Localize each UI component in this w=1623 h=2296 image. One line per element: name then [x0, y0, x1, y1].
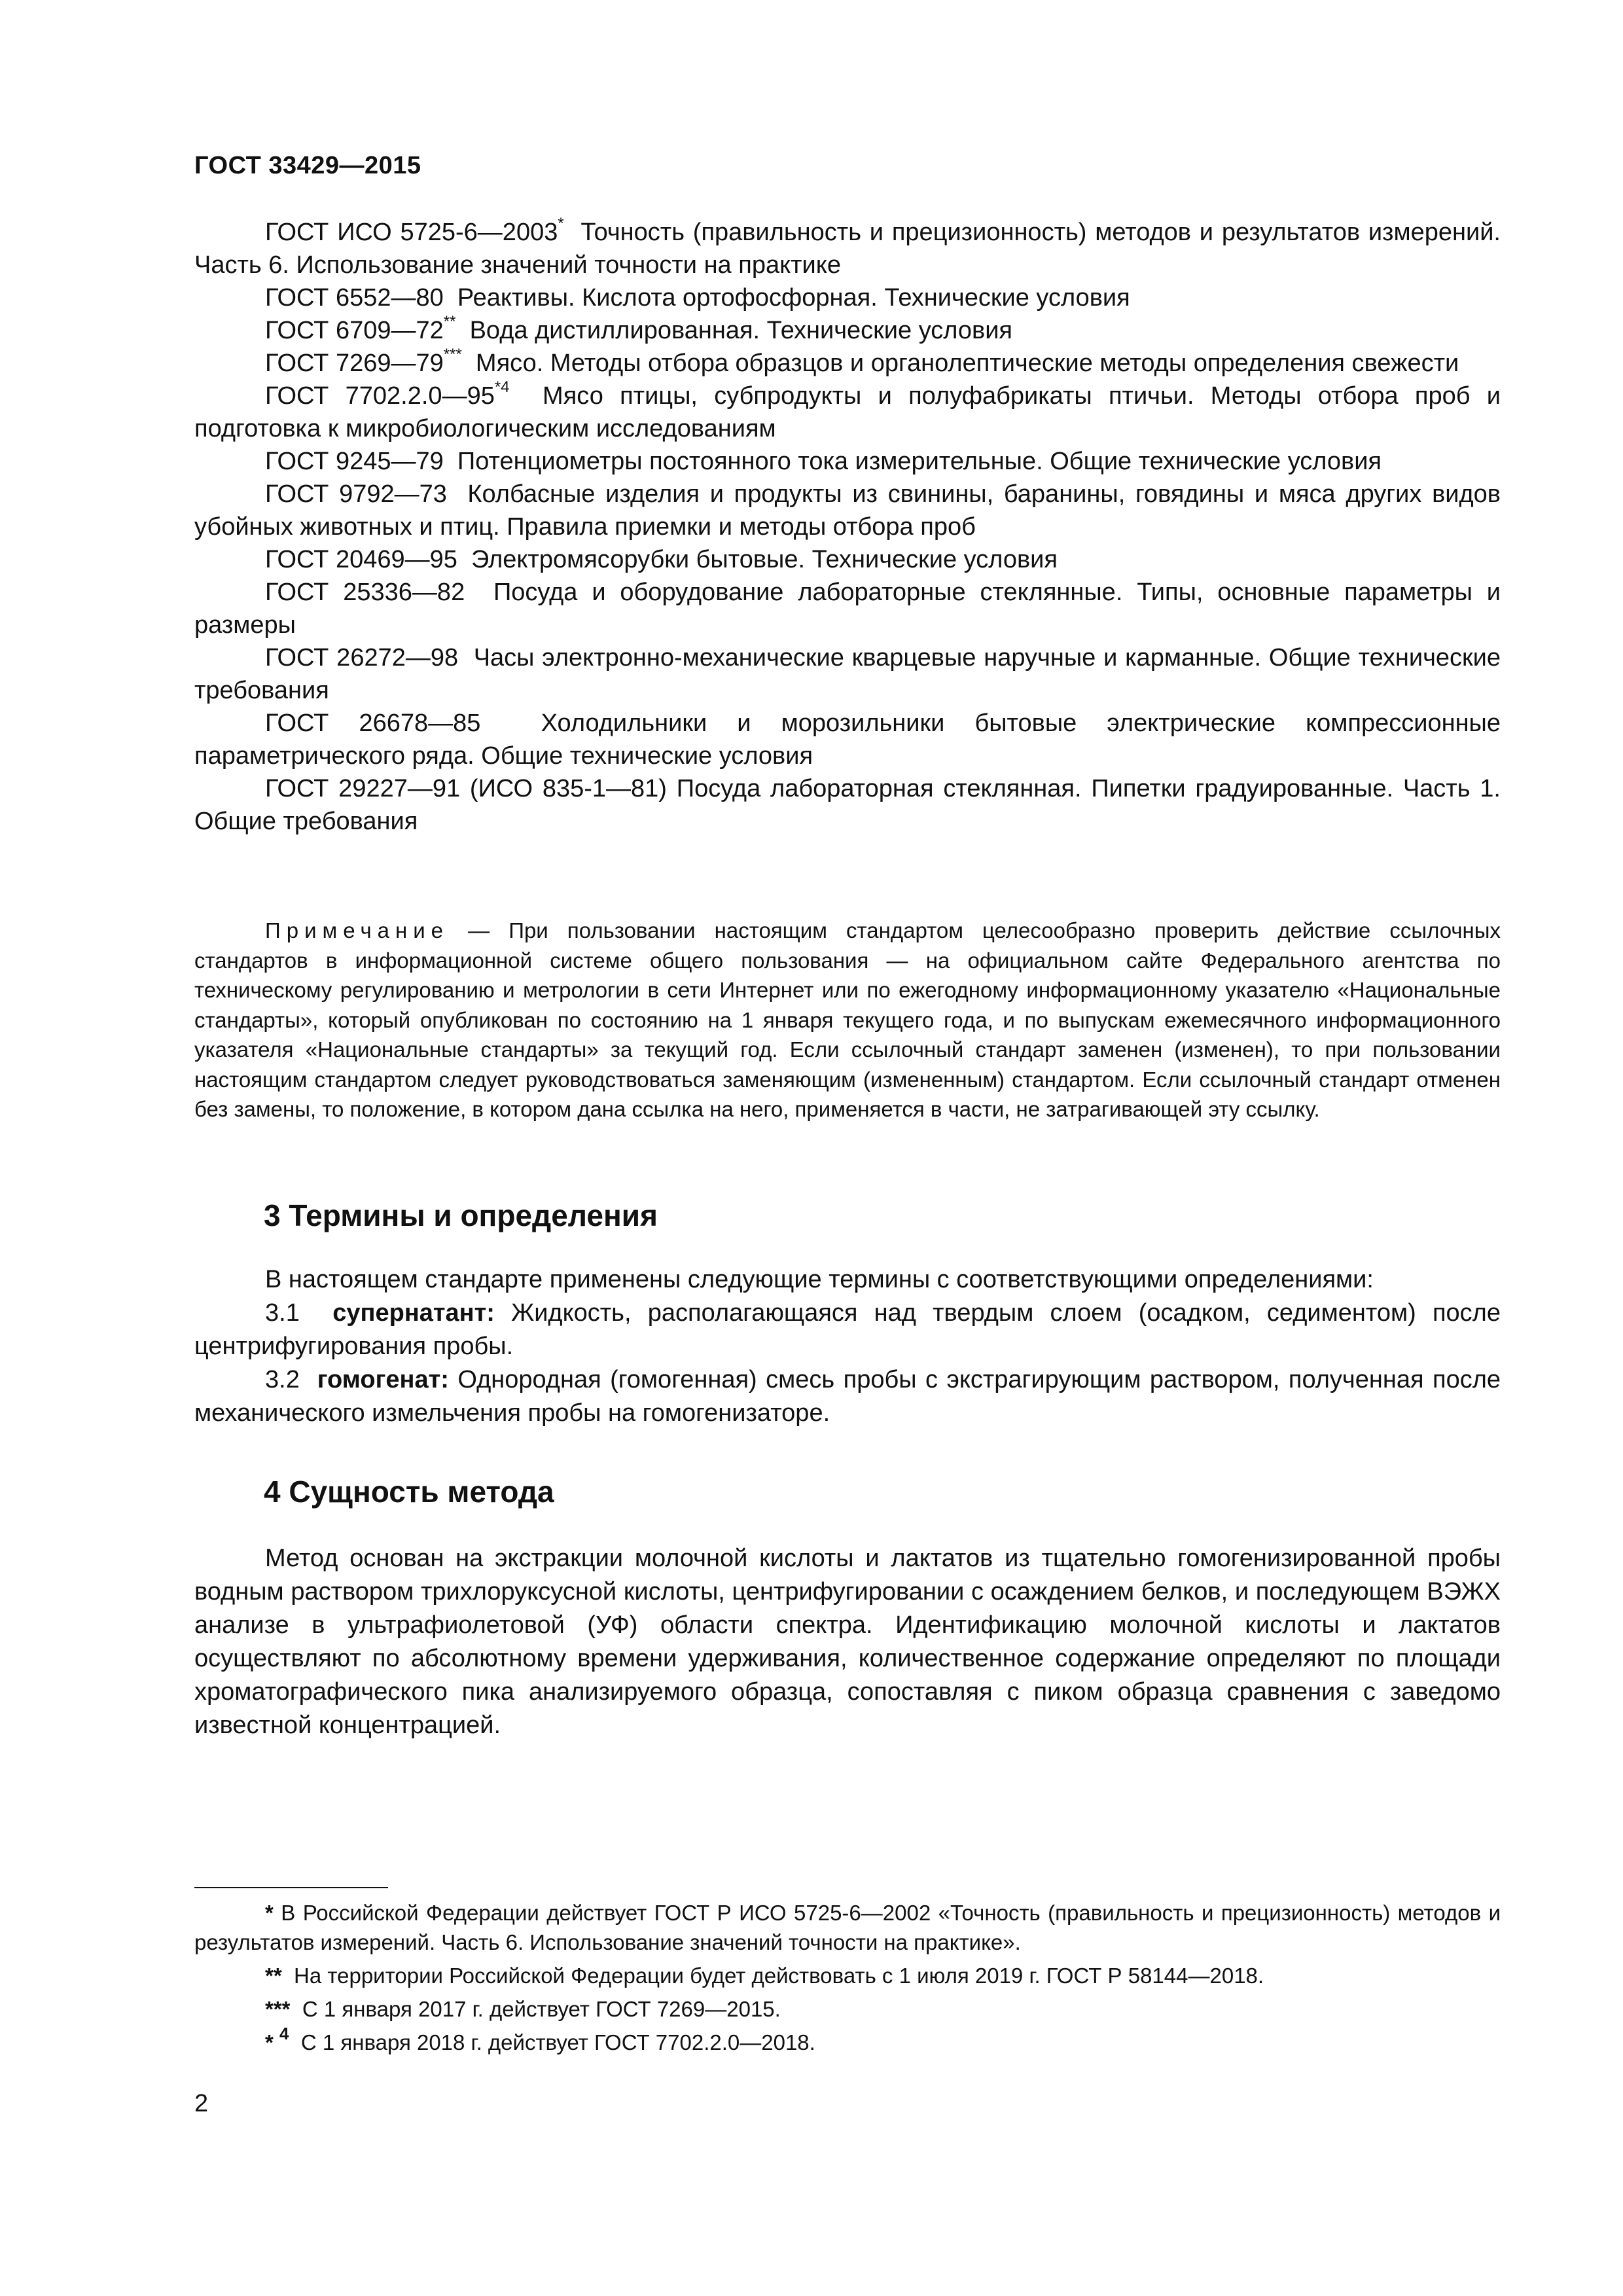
reference-item [194, 314, 1501, 347]
section-3-heading: 3 Термины и определения [264, 1198, 658, 1232]
page-number: 2 [194, 2090, 209, 2117]
term-definition [194, 1297, 1501, 1363]
reference-item [194, 707, 1501, 772]
reference-code: ГОСТ 7702.2.0—95 [265, 382, 495, 410]
reference-item [194, 281, 1501, 314]
reference-title: Посуда лабораторная стеклянная. Пипетки градуированные. Часть 1. Общие требования [194, 775, 1501, 835]
reference-code: ГОСТ 29227—91 (ИСО 835-1—81) [265, 775, 667, 802]
reference-title: Холодильники и морозильники бытовые электрические компрессионные параметрического ряда. Общие технические условия [194, 709, 1501, 770]
reference-code: ГОСТ 6709—72 [265, 317, 444, 344]
reference-mark: * [558, 215, 564, 233]
footnote-mark-star: * [265, 2030, 274, 2054]
footnote-mark: ** [265, 1964, 282, 1988]
note-paragraph [194, 916, 1501, 1124]
note-label: Примечание [265, 918, 450, 942]
section-4-text: Метод основан на экстракции молочной кислоты и лактатов из тщательно гомогенизированной пробы водным раствором трихлоруксусной кислоты, центрифугировании с осаждением белков, и последующем ВЭЖХ анализе в ультрафиолетовой (УФ) области спектра. Идентификацию молочной кислоты и лактатов осуществляют по абсолютному времени удерживания, количественное содержание определяют по площади хроматографического пика анализируемого образца, сопоставляя с пиком образца сравнения с заведомо известной концентрацией. [194, 1545, 1501, 1739]
reference-title: Точность (правильность и прецизионность) методов и результатов измерений. Часть 6. Использование значений точности на практике [194, 219, 1501, 279]
footnote-text: В Российской Федерации действует ГОСТ Р ИСО 5725-6—2002 «Точность (правильность и прецизионность) методов и результатов измерений. Часть 6. Использование значений точности на практике». [194, 1901, 1501, 1954]
term-name: супернатант: [332, 1299, 495, 1327]
footnote-mark: *** [265, 1997, 291, 2021]
reference-item [194, 478, 1501, 543]
term-text: Жидкость, располагающаяся над твердым слоем (осадком, седиментом) после центрифугирования пробы. [194, 1299, 1501, 1360]
normative-references-list [194, 216, 1501, 838]
reference-code: ГОСТ 26678—85 [265, 709, 481, 737]
reference-item [194, 641, 1501, 707]
footnote-text: С 1 января 2017 г. действует ГОСТ 7269—2015. [302, 1997, 781, 2021]
term-number: 3.2 [265, 1366, 300, 1393]
footnote-separator [194, 1887, 388, 1888]
reference-title: Реактивы. Кислота ортофосфорная. Технические условия [457, 284, 1130, 312]
footnote-text: С 1 января 2018 г. действует ГОСТ 7702.2.0—2018. [300, 2030, 815, 2054]
reference-title: Часы электронно-механические кварцевые наручные и карманные. Общие технические требования [194, 644, 1501, 704]
reference-item [194, 576, 1501, 641]
reference-title: Колбасные изделия и продукты из свинины, баранины, говядины и мяса других видов убойных животных и птиц. Правила приемки и методы отбора проб [194, 480, 1501, 541]
footnote-mark: * [265, 1901, 274, 1925]
reference-code: ГОСТ 7269—79 [265, 350, 444, 377]
reference-title: Мясо. Методы отбора образцов и органолептические методы определения свежести [475, 350, 1459, 377]
footnote [194, 2024, 1501, 2057]
term-number: 3.1 [265, 1299, 300, 1327]
term-text: Однородная (гомогенная) смесь пробы с экстрагирующим раствором, полученная после механического измельчения пробы на гомогенизаторе. [194, 1366, 1501, 1427]
reference-mark: ** [443, 313, 456, 331]
reference-title: Мясо птицы, субпродукты и полуфабрикаты птичьи. Методы отбора проб и подготовка к микробиологическим исследованиям [194, 382, 1501, 442]
reference-mark: *4 [494, 378, 510, 397]
reference-code: ГОСТ 9245—79 [265, 448, 444, 475]
footnote [194, 1898, 1501, 1957]
reference-code: ГОСТ 6552—80 [265, 284, 444, 312]
reference-code: ГОСТ 26272—98 [265, 644, 459, 672]
reference-title: Посуда и оборудование лабораторные стеклянные. Типы, основные параметры и размеры [194, 579, 1501, 639]
reference-title: Вода дистиллированная. Технические условия [469, 317, 1013, 344]
footnote-text: На территории Российской Федерации будет действовать с 1 июля 2019 г. ГОСТ Р 58144—2018. [294, 1964, 1264, 1988]
term-name: гомогенат: [317, 1366, 449, 1393]
footnote [194, 1994, 1501, 2024]
reference-title: Электромясорубки бытовые. Технические условия [471, 546, 1058, 573]
reference-item [194, 216, 1501, 281]
footnote-mark [265, 2024, 289, 2054]
footnotes [194, 1898, 1501, 2061]
section-3-intro: В настоящем стандарте применены следующие термины с соответствующими определениями: [265, 1266, 1374, 1293]
footnote-mark-number: 4 [279, 2024, 289, 2043]
note-text: — При пользовании настоящим стандартом целесообразно проверить действие ссылочных стандартов в информационной системе общего пользования — на официальном сайте Федерального агентства по техническому регулированию и метрологии в сети Интернет или по ежегодному информационному указателю «Национальные стандарты», который опубликован по состоянию на 1 января текущего года, и по выпускам ежемесячного информационного указателя «Национальные стандарты» за текущий год. Если ссылочный стандарт заменен (изменен), то при пользовании настоящим стандартом следует руководствоваться заменяющим (измененным) стандартом. Если ссылочный стандарт отменен без замены, то положение, в котором дана ссылка на него, применяется в части, не затрагивающей эту ссылку. [194, 918, 1501, 1121]
reference-code: ГОСТ ИСО 5725-6—2003 [265, 219, 558, 246]
reference-item [194, 543, 1501, 576]
reference-code: ГОСТ 9792—73 [265, 480, 447, 508]
section-4-heading: 4 Сущность метода [264, 1475, 554, 1509]
reference-item [194, 347, 1501, 380]
reference-code: ГОСТ 25336—82 [265, 579, 465, 606]
reference-code: ГОСТ 20469—95 [265, 546, 457, 573]
reference-item [194, 380, 1501, 445]
reference-mark: *** [443, 346, 462, 364]
reference-item [194, 445, 1501, 478]
term-definition [194, 1363, 1501, 1430]
section-4-body [194, 1542, 1501, 1742]
footnote [194, 1961, 1501, 1990]
section-3-body [194, 1263, 1501, 1430]
standard-header: ГОСТ 33429—2015 [194, 152, 421, 179]
reference-item [194, 772, 1501, 838]
reference-title: Потенциометры постоянного тока измерительные. Общие технические условия [457, 448, 1382, 475]
